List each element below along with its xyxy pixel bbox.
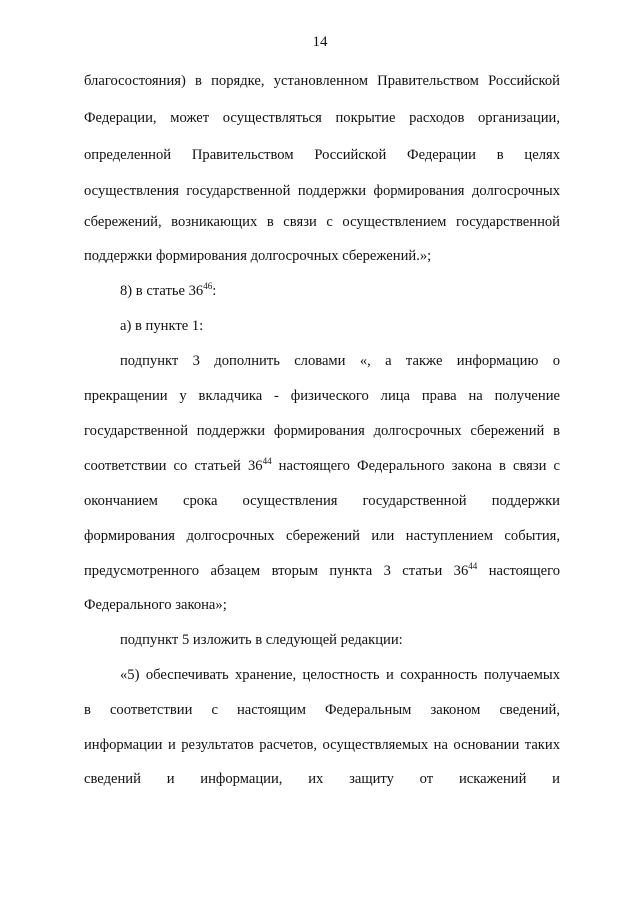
text-line-12: [84, 457, 560, 475]
text-line-2: Федерации, может осуществляться покрытие расходов организации,: [84, 110, 560, 126]
text-line-4: осуществления государственной поддержки формирования долгосрочных: [84, 183, 560, 199]
text-line-21: сведений и информации, их защиту от искажений и: [84, 771, 560, 787]
text-line-20: информации и результатов расчетов, осуществляемых на основании таких: [84, 737, 560, 753]
text-line-15: [84, 562, 560, 580]
text-line-18: «5) обеспечивать хранение, целостность и сохранность получаемых: [120, 667, 560, 683]
text-line-12-a: соответствии со статьей 36: [84, 458, 263, 474]
page-number: 14: [312, 34, 328, 50]
subitem-5-heading: подпункт 5 изложить в следующей редакции:: [120, 632, 403, 648]
text-line-10: прекращении у вкладчика - физического лица права на получение: [84, 388, 560, 404]
text-line-12-b: настоящего Федерального закона в связи с: [271, 458, 561, 474]
item-8-sup: 46: [203, 281, 213, 291]
text-line-5: сбережений, возникающих в связи с осуществлением государственной: [84, 214, 560, 230]
text-line-19: в соответствии с настоящим Федеральным законом сведений,: [84, 702, 560, 718]
text-line-9: подпункт 3 дополнить словами «, а также информацию о: [120, 353, 560, 369]
text-line-15-sup: 44: [468, 561, 478, 571]
item-8-heading: [120, 282, 560, 300]
text-line-15-a: предусмотренного абзацем вторым пункта 3 статьи 36: [84, 563, 469, 579]
text-line-3: определенной Правительством Российской Федерации в целях: [84, 147, 560, 163]
text-line-16: Федерального закона»;: [84, 597, 227, 613]
text-line-11: государственной поддержки формирования долгосрочных сбережений в: [84, 423, 560, 439]
text-line-6: поддержки формирования долгосрочных сбережений.»;: [84, 248, 432, 264]
item-8-tail: :: [212, 283, 217, 299]
item-8-text: 8) в статье 36: [120, 283, 204, 299]
text-line-15-b: настоящего: [477, 563, 561, 579]
text-line-1: благосостояния) в порядке, установленном Правительством Российской: [84, 73, 560, 89]
text-line-12-sup: 44: [262, 456, 272, 466]
subitem-a-heading: а) в пункте 1:: [120, 318, 204, 334]
text-line-14: формирования долгосрочных сбережений или наступлением события,: [84, 528, 560, 544]
text-line-13: окончанием срока осуществления государственной поддержки: [84, 493, 560, 509]
